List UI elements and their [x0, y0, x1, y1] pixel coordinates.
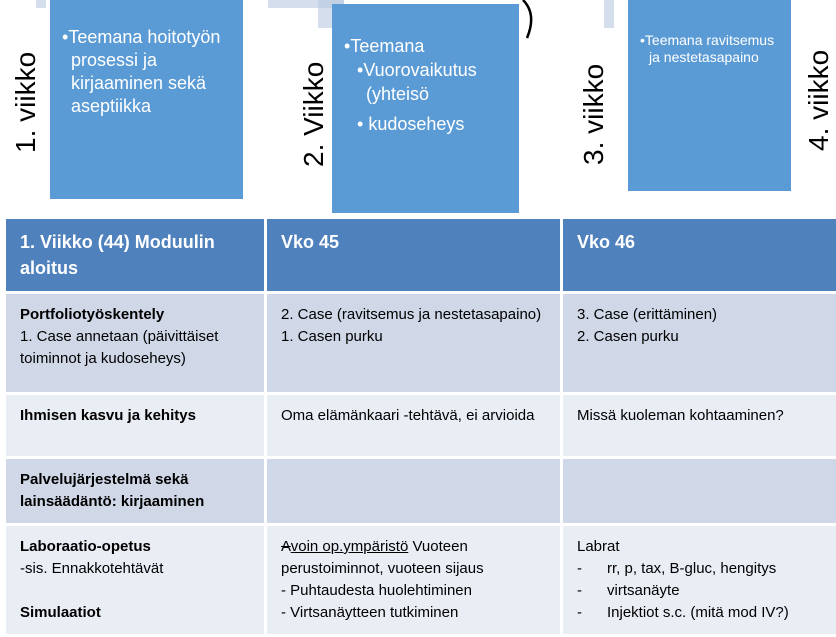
theme-bullet: • kudoseheys: [344, 112, 513, 136]
row-title: Palvelujärjestelmä sekä lainsäädäntö: kirjaaminen: [20, 469, 250, 513]
row-title: Laboraatio-opetus: [20, 536, 250, 558]
theme-bullet: •Vuorovaikutus (yhteisö: [344, 58, 513, 106]
header-week-44: 1. Viikko (44) Moduulin aloitus: [5, 218, 266, 293]
week-45-cell: [266, 458, 562, 525]
week-46-cell: [562, 394, 836, 458]
cell-text: -sis. Ennakkotehtävät: [20, 558, 250, 580]
week-46-cell: [562, 525, 836, 636]
cell-text: Oma elämänkaari -tehtävä, ei arvioida: [281, 405, 546, 427]
cell-text: 3. Case (erittäminen): [577, 304, 822, 326]
week-46-cell: [562, 293, 836, 394]
list-item: - Puhtaudesta huolehtiminen: [281, 580, 546, 602]
week-45-cell: [266, 525, 562, 636]
row-title: Ihmisen kasvu ja kehitys: [20, 405, 250, 427]
header-week-46: Vko 46: [562, 218, 836, 293]
cell-text-rest: Vuoteen perustoiminnot, vuoteen sijaus: [281, 538, 484, 577]
process-diagram: [0, 0, 836, 215]
cell-text: Missä kuoleman kohtaaminen?: [577, 405, 822, 427]
row-title-cell: [5, 525, 266, 636]
table-row: [5, 293, 836, 394]
theme-bullet: •Teemana ravitsemus ja nestetasapaino: [640, 32, 785, 66]
cell-text: Labrat: [577, 536, 822, 558]
table-row: [5, 458, 836, 525]
row-title-simulations: Simulaatiot: [20, 602, 250, 624]
list-item: - virtsanäyte: [577, 580, 822, 602]
list-item: - Injektiot s.c. (mitä mod IV?): [577, 602, 822, 624]
week-label-2: 2. Viikko: [298, 62, 330, 167]
week-label-4: 4. viikko: [803, 50, 835, 151]
table-row: [5, 525, 836, 636]
cell-text: 1. Case annetaan (päivittäiset toiminnot ja kudoseheys): [20, 326, 250, 370]
cell-text: [281, 536, 546, 580]
module-schedule-table: [3, 216, 836, 637]
header-row: [5, 218, 836, 293]
arrow-fragment: [36, 0, 46, 8]
week-label-1: 1. viikko: [10, 52, 42, 153]
underlined-text: voin op.ympäristö: [291, 538, 409, 555]
curved-arrow-icon: [515, 0, 545, 40]
week-45-cell: [266, 394, 562, 458]
table-row: [5, 394, 836, 458]
row-title-cell: [5, 458, 266, 525]
row-title-cell: [5, 293, 266, 394]
theme-bullet: •Teemana: [344, 34, 513, 58]
row-title-cell: [5, 394, 266, 458]
list-item: - rr, p, tax, B-gluc, hengitys: [577, 558, 822, 580]
row-title: Portfoliotyöskentely: [20, 304, 250, 326]
list-item: - Virtsanäytteen tutkiminen: [281, 602, 546, 624]
cell-text: 2. Case (ravitsemus ja nestetasapaino) 1. Casen purku: [281, 304, 546, 348]
theme-bullet: •Teemana hoitotyön prosessi ja kirjaaminen sekä aseptiikka: [62, 26, 233, 118]
week-label-3: 3. viikko: [578, 64, 610, 165]
cell-text: 2. Casen purku: [577, 326, 822, 348]
week-theme-box-2: [332, 4, 519, 213]
week-46-cell: [562, 458, 836, 525]
arrow-fragment: [604, 0, 614, 28]
week-theme-box-3: [628, 0, 791, 191]
week-theme-box-1: [50, 0, 243, 199]
header-week-45: Vko 45: [266, 218, 562, 293]
struck-text: A: [281, 538, 291, 555]
week-45-cell: [266, 293, 562, 394]
